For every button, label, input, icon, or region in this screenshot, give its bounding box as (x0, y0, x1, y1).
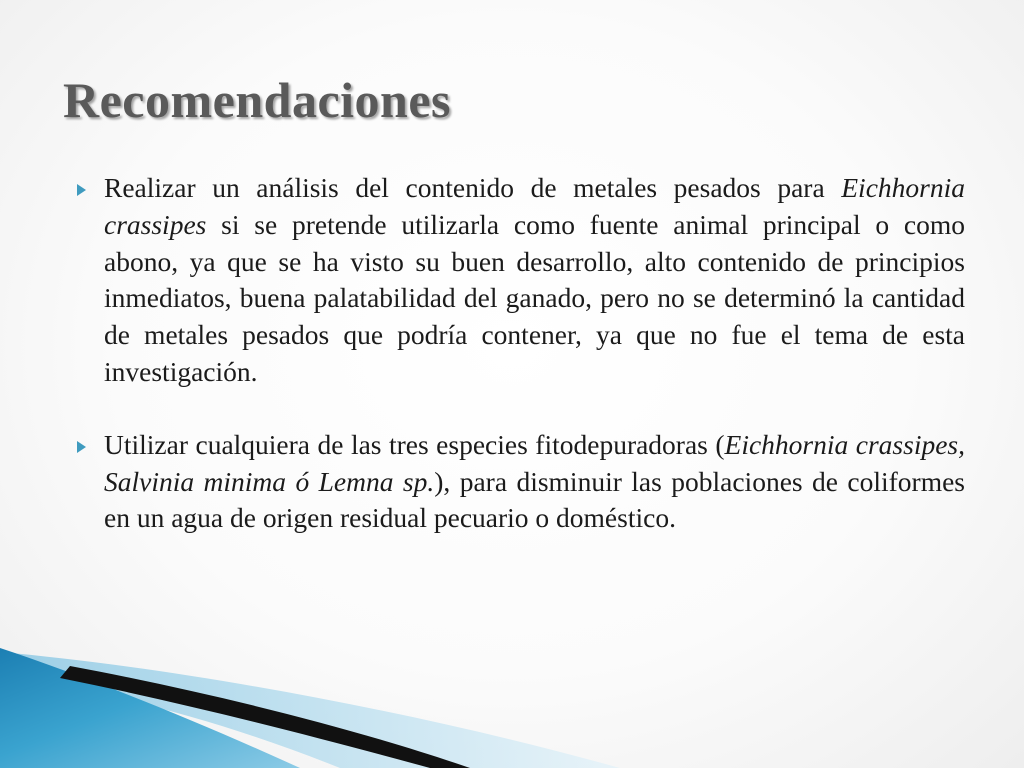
text-run: Utilizar cualquiera de las tres especies fitodepuradoras ( (104, 428, 725, 460)
species-name: Eichhornia crassipes, Salvinia minima ó Lemna sp. (104, 428, 965, 497)
text-run: Realizar un análisis del contenido de metales pesados para (104, 172, 842, 203)
bullet-list (64, 170, 965, 537)
bullet-text (104, 170, 965, 391)
bullet-text (104, 427, 965, 537)
slide-title: Recomendaciones (63, 72, 451, 128)
wave-blue-band (0, 648, 300, 768)
triangle-right-icon (77, 184, 86, 196)
bullet-item (64, 170, 965, 391)
wave-light-band (0, 652, 620, 768)
bullet-item (64, 427, 965, 537)
species-name: Eichhornia crassipes (104, 172, 965, 240)
triangle-right-icon (77, 441, 86, 453)
text-run: ), para disminuir las poblaciones de coliformes en un agua de origen residual pecuario o doméstico. (104, 465, 965, 534)
text-run: si se pretende utilizarla como fuente animal principal o como abono, ya que se ha visto su buen desarrollo, alto contenido de principios inmediatos, buena palatabilidad del ganado, pero no se determinó la cantidad de metales pesados que podría contener, ya que no fue el tema de esta investigación. (104, 208, 965, 387)
wave-dark-band (60, 666, 470, 768)
